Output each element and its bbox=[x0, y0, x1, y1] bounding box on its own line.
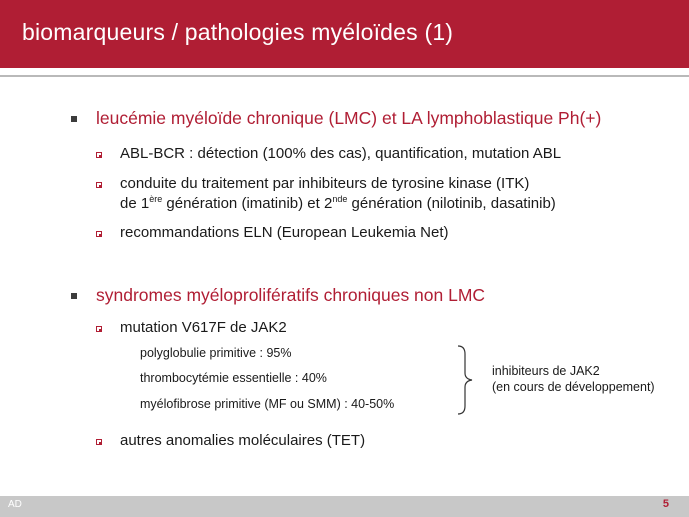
subitem-polyglobulie: polyglobulie primitive : 95% bbox=[140, 346, 292, 360]
title-bar bbox=[0, 0, 689, 68]
checkbox-bullet-icon bbox=[96, 182, 102, 188]
footer-bar bbox=[0, 496, 689, 517]
checkbox-bullet-icon bbox=[96, 326, 102, 332]
section-heading-lmc: leucémie myéloïde chronique (LMC) et LA lymphoblastique Ph(+) bbox=[96, 108, 602, 128]
item-eln: recommandations ELN (European Leukemia Net) bbox=[120, 224, 449, 241]
item-itk-line2: de 1ère génération (imatinib) et 2nde génération (nilotinib, dasatinib) bbox=[120, 194, 556, 212]
section-heading-smp: syndromes myéloprolifératifs chroniques non LMC bbox=[96, 285, 486, 305]
right-brace-icon bbox=[456, 345, 478, 415]
checkbox-bullet-icon bbox=[96, 439, 102, 445]
page-number: 5 bbox=[662, 498, 669, 510]
square-bullet-icon bbox=[71, 116, 77, 122]
item-tet: autres anomalies moléculaires (TET) bbox=[120, 432, 366, 449]
subitem-thrombocytemie: thrombocytémie essentielle : 40% bbox=[140, 371, 327, 385]
title-divider bbox=[0, 75, 689, 77]
slide-title: biomarqueurs / pathologies myéloïdes (1) bbox=[22, 19, 454, 45]
checkbox-bullet-icon bbox=[96, 152, 102, 158]
item-abl-bcr: ABL-BCR : détection (100% des cas), quantification, mutation ABL bbox=[120, 145, 562, 162]
subitem-myelofibrose: myélofibrose primitive (MF ou SMM) : 40-50% bbox=[140, 397, 395, 411]
item-itk-line1: conduite du traitement par inhibiteurs de tyrosine kinase (ITK) bbox=[120, 175, 530, 192]
jak2-inhibitors-note: inhibiteurs de JAK2 bbox=[492, 364, 600, 378]
item-jak2: mutation V617F de JAK2 bbox=[120, 319, 287, 336]
square-bullet-icon bbox=[71, 293, 77, 299]
checkbox-bullet-icon bbox=[96, 231, 102, 237]
footer-author: AD bbox=[8, 499, 22, 510]
jak2-development-note: (en cours de développement) bbox=[492, 380, 655, 394]
